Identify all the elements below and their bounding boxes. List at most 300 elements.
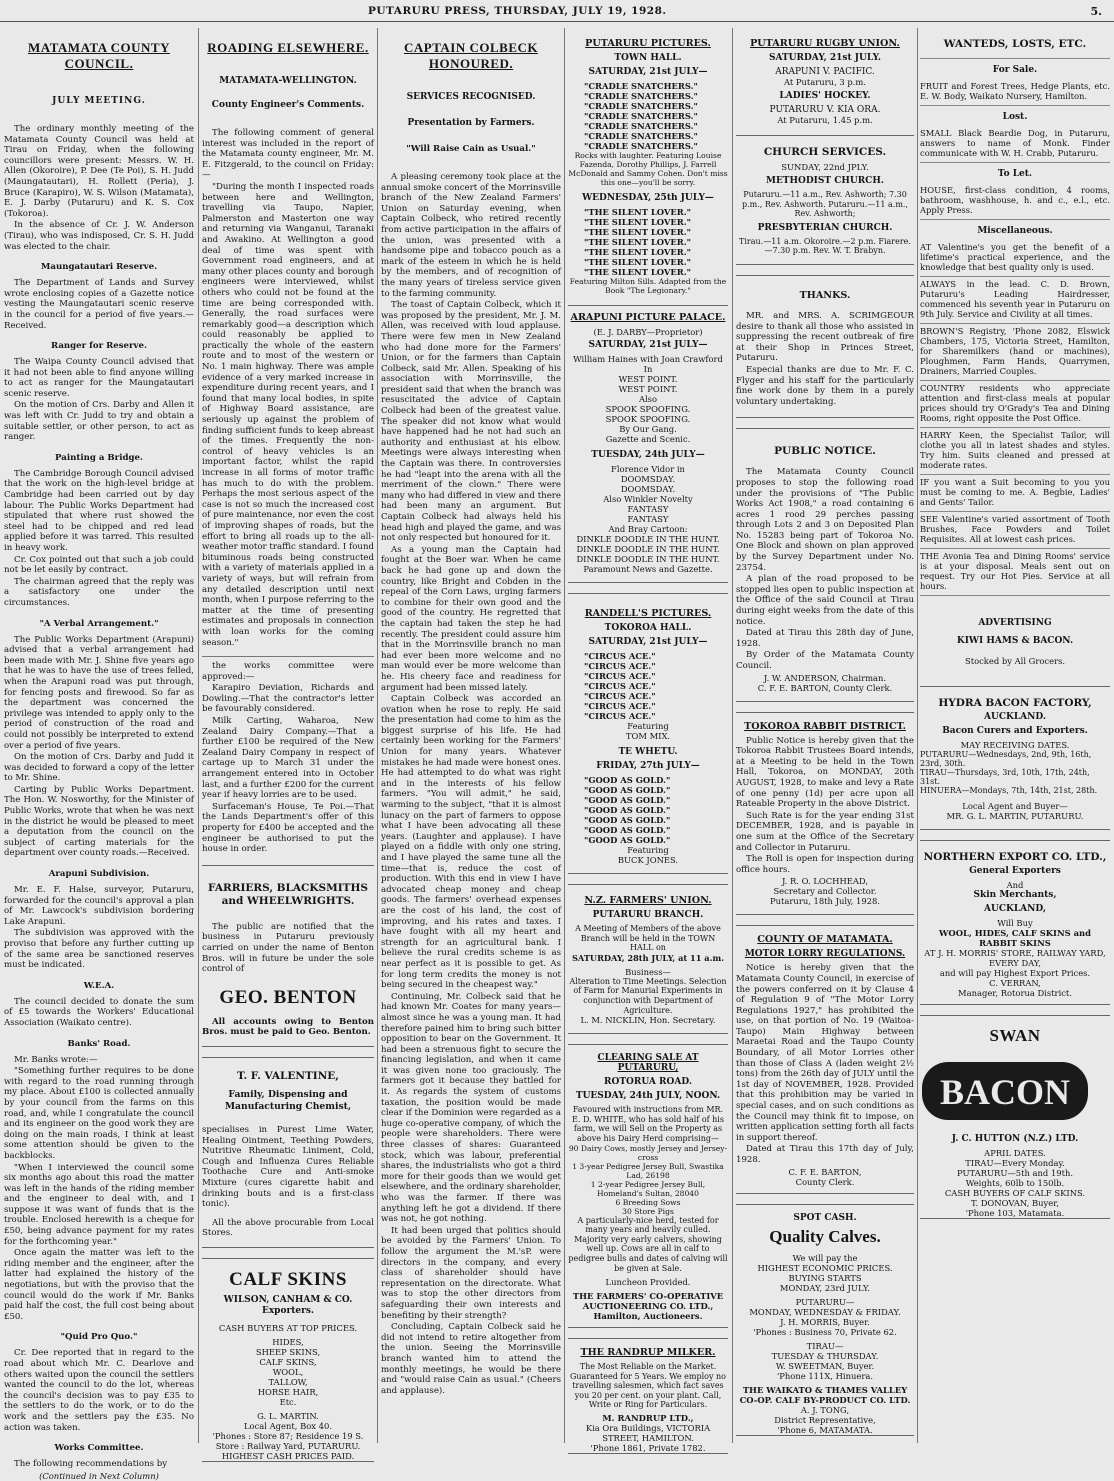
advert-text: Featuring Milton Sills. Adapted from the Book "The Legionary.": [569, 277, 727, 295]
film-title-list: [568, 207, 728, 277]
advert-date: WEDNESDAY, 25th JULY—: [582, 193, 714, 203]
film-title: "CIRCUS ACE.": [584, 691, 656, 701]
classified-item: HARRY Keen, the Specialist Tailor, will clothe you all in latest shades and styles. Try him. Suits cleaned and pressed at moderate rates.: [920, 428, 1110, 475]
classified-item: SMALL Black Beardie Dog, in Putaruru, answers to name of Monk. Finder communicate with W. H. Crabb, Putaruru.: [920, 126, 1110, 163]
advert-line: C. VERRAN,: [989, 978, 1041, 988]
advert-subtitle: Family, Dispensing and Manufacturing Chemist,: [224, 1088, 352, 1112]
advert-line: ARAPUNI V. PACIFIC.: [775, 67, 875, 77]
classified-item: HOUSE, first-class condition, 4 rooms, bathroom, washhouse, h. and c., e.l., etc. Apply Press.: [920, 183, 1110, 220]
advert-line: 'Phone 6, MATAMATA.: [777, 1424, 873, 1435]
advert-subtitle: AUCKLAND,: [984, 904, 1046, 914]
advert-subtitle: METHODIST CHURCH.: [765, 176, 884, 186]
film-title: "THE SILENT LOVER.": [584, 207, 692, 217]
advert-randells-pictures: [568, 593, 728, 874]
divider: [202, 656, 374, 657]
advert-title: THE RANDRUP MILKER.: [580, 1347, 716, 1359]
advert-title: CHURCH SERVICES.: [763, 146, 887, 158]
advert-title: PUTARURU PICTURES.: [585, 38, 711, 49]
column-rule: [198, 28, 199, 1443]
film-title: "GOOD AS GOLD.": [584, 775, 671, 785]
advert-arapuni-palace: [568, 305, 728, 583]
paragraph: The following comment of general interest was included in the report of the Matamata county engineer, Mr. M. E. Fitzgerald, to the council on Friday:—: [202, 128, 374, 181]
advert-line: A. J. TONG,: [800, 1404, 850, 1415]
paragraph: Concluding, Captain Colbeck said he did not intend to retire altogether from the union. Seeing the Morrinsville branch wanted him to attend the monthly meetings, he would be there and "would raise Cain as usual." (Cheers and applause).: [381, 1322, 561, 1396]
advert-putaruru-pictures: [568, 38, 728, 295]
advert-farmers-union: [568, 884, 728, 1034]
advert-motor-lorry: [736, 925, 914, 1193]
article-headline: MATAMATA COUNTY COUNCIL.: [28, 40, 170, 71]
section-heading: "A Verbal Arrangement.": [39, 618, 159, 629]
advert-text: HINUERA—Mondays, 7th, 14th, 21st, 28th.: [920, 786, 1098, 795]
paragraph: Karapiro Deviation, Richards and Dowling.—That the contractor's letter be favourably considered.: [202, 683, 374, 715]
advert-line: APRIL DATES.: [984, 1148, 1046, 1158]
paragraph: The ordinary monthly meeting of the Matamata County Council was held at Tirau on Friday, when the following councillors were present: Messrs. W. H. Allen (Okoroire), P. Dee (Te Poi), S. H. Judd (Maungatautari), H. Rollett (Peria), J. Bruce (Karapiro), W. S. Wilson (Matamata), E. J. Darby (Putaruru) and K. S. Cox (Tokoroa).: [4, 124, 194, 219]
advert-line: Local Agent, Box 40.: [244, 1420, 332, 1431]
paragraph: The Cambridge Borough Council advised that the work on the high-level bridge at Cambridge had been carried out by day labour. The Public Works Department had stipulated that where rust showed the steel had to be chipped and red lead applied before it was tarred. This resulted in heavy work.: [4, 468, 194, 553]
advert-line: William Haines with Joan Crawford In: [573, 354, 723, 374]
paragraph: The council decided to donate the sum of £5 towards the Workers' Educational Association (Waikato centre).: [4, 996, 194, 1028]
advert-title: ARAPUNI PICTURE PALACE.: [570, 312, 726, 323]
paragraph: The Department of Lands and Survey wrote enclosing copies of a Gazette notice vesting the Maungatautari scenic reserve in the council for a period of five years.—Received.: [4, 278, 194, 331]
paragraph: Carting by Public Works Department. The Hon. W. Nosworthy, for the Minister of Public Works, wrote that when he was next in the district he would be pleased to meet a deputation from the council on the subject of carting materials for the department over county roads.—Received.: [4, 784, 194, 859]
advert-line: Manager, Rotorua District.: [958, 988, 1072, 998]
paragraph: As a young man the Captain had fought at the Boer war. When he came back he had gone up and down the country, like Bright and Cobden in the repeal of the Corn Laws, urging farmers to combine for their own good and the good of the country. He regretted that the captain had taken the step he had recently. The president could assure him that in the Morrinsville branch no man had ever been more welcome and no man would ever be more welcome than he. His cheery face and readiness for argument had been missed lately.: [381, 544, 561, 693]
advert-text: TIRAU—Thursdays, 3rd, 10th, 17th, 24th, 31st.: [920, 768, 1090, 786]
film-title: DINKLE DOODLE IN THE HUNT.: [576, 544, 720, 554]
advert-line: MONDAY, 23rd JULY.: [779, 1282, 871, 1293]
advert-subtitle: ROTORUA ROAD.: [604, 1077, 692, 1088]
advert-title: RANDELL'S PICTURES.: [584, 608, 712, 619]
film-title: "CRADLE SNATCHERS.": [584, 91, 698, 101]
film-title: "CIRCUS ACE.": [584, 651, 656, 661]
advert-text: By Order of the Matamata County Council.: [736, 650, 914, 671]
advert-line: J. W. ANDERSON, Chairman.: [763, 672, 887, 683]
advert-line: And Bray Cartoon:: [608, 524, 688, 534]
advert-line: THE FARMERS' CO-OPERATIVE AUCTIONEERING CO. LTD., Hamilton, Auctioneers.: [572, 1291, 724, 1322]
logo-text: BACON: [939, 1072, 1071, 1112]
film-title: "GOOD AS GOLD.": [584, 825, 671, 835]
advert-title: HYDRA BACON FACTORY,: [938, 697, 1092, 709]
advert-line: MR. G. L. MARTIN, PUTARURU.: [946, 811, 1084, 821]
advert-product: KIWI HAMS & BACON.: [956, 636, 1074, 646]
advert-name: GEO. BENTON: [219, 986, 357, 1008]
advert-title: PUBLIC NOTICE.: [774, 445, 876, 458]
section-heading: Maungatautari Reserve.: [40, 262, 158, 273]
masthead-title: PUTARURU PRESS, THURSDAY, JULY 19, 1928.: [368, 5, 667, 17]
advert-rabbit-district: [736, 712, 914, 916]
advert-line: T. DONOVAN, Buyer,: [971, 1198, 1059, 1208]
classified-heading: Miscellaneous.: [977, 226, 1053, 236]
sale-item-list: [568, 1144, 728, 1216]
film-title: "GOOD AS GOLD.": [584, 835, 671, 845]
advert-subtitle: Bacon Curers and Exporters.: [942, 726, 1088, 736]
advert-line: At Putaruru, 1.45 p.m.: [777, 115, 873, 125]
film-title: FANTASY: [627, 504, 669, 514]
advert-item: TALLOW,: [268, 1376, 308, 1387]
advert-valentine: [202, 1057, 374, 1248]
pull-quote: "Will Raise Cain as Usual.": [406, 144, 536, 154]
advert-text: Especial thanks are due to Mr. F. C. Flyger and his staff for the particularly fine work done by them in a purely voluntary undertaking.: [736, 364, 914, 407]
section-heading: Banks' Road.: [67, 1038, 131, 1049]
article-subheading: JULY MEETING.: [52, 96, 146, 106]
advert-line: MONDAY, WEDNESDAY & FRIDAY.: [749, 1306, 901, 1317]
paragraph: It had been urged that politics should be avoided by the Farmers' Union. To follow the argument the M.'sP. were directors in the company, and every class of shareholder should have representation on the directorate. What was to stop the other directors from safeguarding their own interests and benefiting by their strength?: [381, 1225, 561, 1321]
advert-subtitle: PRESBYTERIAN CHURCH.: [757, 222, 893, 233]
column-colbeck: [381, 28, 561, 1443]
film-title: "THE SILENT LOVER.": [584, 237, 692, 247]
paragraph: The toast of Captain Colbeck, which it was proposed by the president, Mr. J. M. Allen, was received with loud applause. There were few men in New Zealand who had done more for the Farmers' Union, or for the farmers than Captain Colbeck, said Mr. Allen. Speaking of his association with Morrinsville, the president said that when the branch was resuscitated the advice of Captain Colbeck had been of the greatest value. The speaker did not know what would have happened had he not had such an authority and enthusiast at his elbow. Meetings were always interesting when the Captain was there. In controversies he had "leapt into the arena with all the merriment of the clown." There were many who had differed in view and there had been many an argument. But Captain Colbeck had always held his head high and played the game, and was not only respected but honoured for it.: [381, 300, 561, 544]
column-rule: [732, 28, 733, 1443]
paragraph: The following recommendations by: [14, 1459, 168, 1470]
film-title: "CRADLE SNATCHERS.": [584, 131, 698, 141]
advert-line: Also Winkler Novelty: [603, 494, 693, 504]
paragraph: The chairman agreed that the reply was a satisfactory one under the circumstances.: [4, 576, 194, 608]
advert-line: Featuring: [627, 845, 669, 855]
film-title: SPOOK SPOOFING.: [605, 414, 691, 424]
paragraph: Surfaceman's House, Te Poi.—That the Lands Department's offer of this property for £400 be accepted and the engineer be authorised to put the house in order.: [202, 801, 374, 855]
advert-line: C. F. E. BARTON, County Clerk.: [757, 682, 893, 693]
film-title-list: [568, 81, 728, 151]
advert-line: Kia Ora Buildings, VICTORIA STREET, HAMILTON.: [585, 1423, 711, 1444]
advert-item: HIDES,: [272, 1336, 304, 1347]
advert-line: Gazette and Scenic.: [605, 434, 691, 444]
advert-northern-export: [920, 840, 1110, 1005]
film-title: DINKLE DOODLE IN THE HUNT.: [576, 554, 720, 564]
advert-hydra-bacon: [920, 686, 1110, 830]
advert-subtitle: Skin Merchants,: [973, 890, 1057, 900]
column-rule: [917, 28, 918, 1443]
sale-item: 6 Breeding Sows: [615, 1197, 681, 1207]
film-title: "GOOD AS GOLD.": [584, 815, 671, 825]
advert-subtitle: TE WHETU.: [618, 747, 678, 757]
paragraph: Cr. Cox pointed out that such a job could not be let easily by contract.: [4, 554, 194, 576]
advert-text: Tirau.—11 a.m. Okoroire.—2 p.m. Fiarere.—7.30 p.m. Rev. W. T. Brabyn.: [739, 236, 911, 256]
advert-subtitle: TOWN HALL.: [614, 53, 682, 63]
paragraph: Milk Carting, Waharoa, New Zealand Dairy Company.—That a further £100 be required of the New Zealand Dairy Company in respect of cartage up to March 31 under the arrangement entered into in October last, and a further £200 for the current year if heavy lorries are to be used.: [202, 716, 374, 801]
advert-kiwi-hams: [920, 618, 1110, 666]
column-entertainment: [568, 28, 728, 1454]
advert-line: CASH BUYERS AT TOP PRICES.: [218, 1322, 358, 1333]
sale-item: 30 Store Pigs: [622, 1206, 674, 1216]
advert-date: FRIDAY, 27th JULY—: [596, 761, 700, 771]
advert-line: L. M. NICKLIN, Hon. Secretary.: [580, 1015, 716, 1026]
section-heading: W.E.A.: [83, 980, 115, 991]
advert-quality-calves: [736, 1204, 914, 1436]
advert-item: Etc.: [279, 1396, 297, 1407]
article-headline: CAPTAIN COLBECK HONOURED.: [403, 40, 539, 71]
masthead: [0, 0, 1114, 22]
advert-subtitle: WILSON, CANHAM & CO. Exporters.: [223, 1294, 353, 1316]
advert-title: CLEARING SALE AT PUTARURU,: [597, 1053, 699, 1074]
advert-text: Dated at Tirau this 28th day of June, 1928.: [736, 628, 914, 649]
advert-line: CASH BUYERS OF CALF SKINS.: [944, 1188, 1086, 1198]
advert-line: By Our Gang.: [619, 424, 677, 434]
advert-item: CALF SKINS,: [259, 1356, 317, 1367]
film-title: "CRADLE SNATCHERS.": [584, 141, 698, 151]
column-roading: [202, 28, 374, 1461]
advert-title: FARRIERS, BLACKSMITHS and WHEELWRIGHTS.: [208, 881, 368, 907]
film-title-list: [568, 775, 728, 845]
advert-text: Putaruru.—11 a.m., Rev. Ashworth; 7.30 p.m., Rev. Ashworth. Putaruru.—11 a.m., Rev. Ashworth;: [742, 190, 908, 219]
film-title: "THE SILENT LOVER.": [584, 217, 692, 227]
advert-line: Also: [638, 394, 658, 404]
advert-subtitle: PUTARURU BRANCH.: [592, 910, 704, 920]
paragraph: In the absence of Cr. J. W. Anderson (Tirau), who was indisposed, Cr. S. H. Judd was elected to the chair.: [4, 220, 194, 252]
advert-line: Paramount News and Gazette.: [583, 564, 713, 574]
advert-line: THE WAIKATO & THAMES VALLEY CO-OP. CALF BY-PRODUCT CO. LTD.: [739, 1384, 911, 1405]
advert-line: Putaruru, 18th July, 1928.: [770, 896, 880, 907]
advert-subtitle: TOKOROA HALL.: [604, 623, 692, 633]
advert-line: TOM MIX.: [625, 731, 671, 741]
film-title: "CRADLE SNATCHERS.": [584, 121, 698, 131]
film-title: "CRADLE SNATCHERS.": [584, 111, 698, 121]
advert-date: TUESDAY, 24th JULY, NOON.: [575, 1091, 721, 1102]
advert-title: COUNTY OF MATAMATA.: [757, 934, 893, 946]
advert-line: Weights, 60lb to 150lb.: [965, 1178, 1065, 1188]
paragraph: the works committee were approved:—: [202, 661, 374, 682]
advert-line: At Putaruru, 3 p.m.: [783, 77, 867, 87]
classified-item: COUNTRY residents who appreciate attention and first-class meals at popular prices should try O'Grady's Tea and Dining Rooms, right opposite the Post Office.: [920, 381, 1110, 428]
paragraph: "When I interviewed the council some six months ago about this road the matter was left in the hands of the riding member and the engineer to deal with, and I suppose it was want of funds that is the trouble. Enclosed herewith is a cheque for £50, being advance payment for my rates for the forthcoming year.": [4, 1162, 194, 1247]
advert-line: And: [1006, 880, 1024, 890]
advert-text: All the above procurable from Local Stores.: [202, 1217, 374, 1239]
advert-text: The Most Reliable on the Market. Guaranteed for 5 Years. We employ no travelling salesmen, which fact saves you 20 per cent. on your plant. Call, Write or Ring for Particulars.: [570, 1362, 726, 1410]
article-headline: ROADING ELSEWHERE.: [207, 40, 369, 55]
advert-text: All accounts owing to Benton Bros. must be paid to Geo. Benton.: [202, 1016, 374, 1038]
paragraph: On the motion of Crs. Darby and Judd it was decided to forward a copy of the letter to Mr. Shine.: [4, 752, 194, 784]
film-title: "CRADLE SNATCHERS.": [584, 101, 698, 111]
advert-date: SATURDAY, 21st JULY—: [588, 340, 708, 350]
film-title: "THE SILENT LOVER.": [584, 227, 692, 237]
section-heading: Arapuni Subdivision.: [48, 869, 150, 880]
page-number: 5.: [1090, 5, 1102, 18]
advert-line: TIRAU—Every Monday.: [965, 1158, 1065, 1168]
paragraph: On the motion of Crs. Darby and Allen it was left with Cr. Judd to try and obtain a suitable settler, or other person, to act as ranger.: [4, 400, 194, 443]
column-notices: [736, 28, 914, 1443]
classified-heading: Lost.: [1002, 112, 1028, 122]
classified-item: THE Avonia Tea and Dining Rooms' service is at your disposal. Meals sent out on request. Try our Hot Pies. Service at all hours.: [920, 549, 1110, 596]
advert-line: PUTARURU—5th and 19th.: [956, 1168, 1074, 1178]
section-heading: Works Committee.: [54, 1443, 144, 1454]
advert-item: WOOL,: [272, 1366, 304, 1377]
section-heading: Painting a Bridge.: [55, 452, 143, 463]
advert-line: Secretary and Collector.: [773, 886, 877, 897]
advert-swan-bacon: [920, 1015, 1110, 1219]
classified-item: BROWN'S Registry, 'Phone 2082, Elswick Chambers, 175, Victoria Street, Hamilton, for Sharemilkers (hand or machines), Ploughmen, Farm Hands, Quarrymen, Drainers, Married Couples.: [920, 324, 1110, 381]
column-rule: [564, 28, 565, 1443]
advert-calf-skins: [202, 1258, 374, 1462]
continued-note: (Continued in Next Column): [39, 1470, 159, 1481]
advert-subtitle: General Exporters: [969, 866, 1061, 876]
film-title: "THE SILENT LOVER.": [584, 267, 692, 277]
advert-line: Featuring: [627, 721, 669, 731]
paragraph: Cr. Dee reported that in regard to the road about which Mr. C. Dearlove and others waited upon the council the settlers wanted the council to do the lot, whereas the council's decision was to pay £35 to the settlers to do the work, or to do the work and the settlers pay the £35. No action was taken.: [4, 1348, 194, 1433]
film-title: "GOOD AS GOLD.": [584, 805, 671, 815]
paragraph: A pleasing ceremony took place at the annual smoke concert of the Morrinsville branch of the New Zealand Farmers' Union on Saturday evening, when Captain Colbeck, who retired recently from active participation in the affairs of the union, was presented with a handsome pipe and tobacco pouch as a mark of the esteem in which he is held by the members, and of recognition of the many years of tireless service given to the farming community.: [381, 172, 561, 299]
classified-heading: To Let.: [997, 169, 1033, 179]
advert-text: The public are notified that the business in Putaruru previously carried on under the name of Benton Bros. will in future be under the sole control of: [202, 921, 374, 975]
advert-line: County Clerk.: [795, 1176, 855, 1187]
film-title: FANTASY: [627, 514, 669, 524]
paragraph: Captain Colbeck was accorded an ovation when he rose to reply. He said the presentation had come to him as the biggest surprise of his life. He had certainly been working for the Farmers' Union for many years. Whatever mistakes he had made were honest ones. He had attempted to do what was right and in the interests of his fellow farmers. "You will admit," he said, warming to the subject, "that it is almost lunacy on the part of farmers to oppose what I have been advocating all these years. (Laughter and applause). I have played on a fiddle with only one string, and I have played the same tune all the time—that is, reduce the cost of production. With this end in view I have advocated cheap money and cheap goods. The farmers' overhead expenses are the cost of his land, the cost of improving, and his rates and taxes. I have fought with all my heart and strength for an agricultural bank. I believe the rural credits scheme is as near perfect as it is possible to get. As for long term credits the money is not being secured in the cheapest way.": [381, 694, 561, 991]
advert-clearing-sale: [568, 1044, 728, 1328]
advert-subtitle: MOTOR LORRY REGULATIONS.: [744, 949, 906, 960]
film-title: "CIRCUS ACE.": [584, 711, 656, 721]
advert-line: W. SWEETMAN, Buyer.: [775, 1360, 875, 1371]
advert-title: ADVERTISING: [978, 618, 1052, 628]
classified-item: ALWAYS in the lead. C. D. Brown, Putaruru's Leading Hairdresser, commenced his seventh year in Putaruru on 9th July. Service and Civility at all times.: [920, 277, 1110, 324]
advert-subtitle: J. C. HUTTON (N.Z.) LTD.: [951, 1134, 1079, 1144]
advert-date: SATURDAY, 21st JULY—: [588, 637, 708, 647]
film-title: DOOMSDAY.: [620, 484, 676, 494]
advert-line: Florence Vidor in: [611, 464, 685, 474]
advert-line: TUESDAY & THURSDAY.: [771, 1350, 879, 1361]
advert-line: 'Phones : Business 70, Private 62.: [753, 1326, 897, 1337]
film-title: "THE SILENT LOVER.": [584, 257, 692, 267]
advert-line: Local Agent and Buyer—: [962, 801, 1068, 811]
film-title: SPOOK SPOOFING.: [605, 404, 691, 414]
advert-text: A particularly-nice herd, tested for many years and heavily culled. Majority very early calvers, showing well up. Cows are all in calf to pedigree bulls and dates of calving will be given at Sale.: [568, 1215, 728, 1273]
section-heading: Ranger for Reserve.: [51, 341, 147, 352]
advert-wanteds: [920, 38, 1110, 596]
advert-subtitle: AUCKLAND.: [984, 712, 1046, 722]
advert-title: SWAN: [989, 1026, 1041, 1045]
advert-line: BUYING STARTS: [788, 1272, 862, 1283]
advert-line: 'Phone 1861, Private 1782.: [590, 1443, 706, 1454]
advert-line: C. F. E. BARTON,: [788, 1166, 862, 1177]
advert-item-list: [202, 1337, 374, 1407]
advert-text: The Roll is open for inspection during office hours.: [736, 854, 914, 875]
advert-line: We will pay the: [792, 1252, 858, 1263]
advert-title: N.Z. FARMERS' UNION.: [584, 895, 712, 906]
classified-item: SEE Valentine's varied assortment of Tooth Brushes, Face Powders and Toilet Requisites. All at lowest cash prices.: [920, 512, 1110, 549]
advert-line: MAY RECEIVING DATES.: [960, 740, 1070, 750]
film-title: "CIRCUS ACE.": [584, 661, 656, 671]
paragraph: The Public Works Department (Arapuni) advised that a verbal arrangement had been made with Mr. J. Shine five years ago that he was to have the use of trees felled, when the Arapuni road was put through, for fencing posts and firewood. So far as the department was concerned the privilege was intended to apply only to the period of construction of the road and could not possibly be interpreted to extend over a period of five years.: [4, 634, 194, 751]
advert-line: SUNDAY, 22nd JPLY.: [781, 162, 869, 172]
film-title: "CRADLE SNATCHERS.": [584, 81, 698, 91]
advert-line: G. L. MARTIN.: [257, 1410, 319, 1421]
advert-thanks: [736, 275, 914, 418]
advert-line: 'Phone 103, Matamata.: [965, 1208, 1065, 1218]
paragraph: The subdivision was approved with the proviso that before any further cutting up of the same area be sanctioned reserves must be indicated.: [4, 928, 194, 971]
column-county-council: [4, 28, 194, 1481]
film-title: "CIRCUS ACE.": [584, 681, 656, 691]
sale-item: 90 Dairy Cows, mostly Jersey and Jersey-cross: [568, 1143, 728, 1162]
paragraph: Continuing, Mr. Colbeck said that he had known Mr. Coates for many years—almost since he was a young man. It had therefore pained him to bring such bitter opposition to bear on the Government. It had been a strenuous fight to secure the financing legislation, and when it came it was given none too graciously. The farmers got it because they battled for it. As regards the system of customs taxation, the position would be made clear if the Dominion were regarded as a huge co-operative company, of which the people were shareholders. There were three classes of shares: Guaranteed stock, which was labour, preferential shares, the industrialists who got a third more for their goods than we would get elsewhere, and the ordinary shareholder, who was the farmer. If there was anything left he got a dividend. If there was not, he got nothing.: [381, 991, 561, 1225]
advert-text: PUTARURU—Wednesdays, 2nd, 9th, 16th, 23rd, 30th.: [920, 750, 1092, 768]
bacon-logo: [920, 1056, 1090, 1126]
paragraph: Mr. E. F. Halse, surveyor, Putaruru, forwarded for the council's approval a plan of Mr. Lawcock's subdivision bordering Lake Arapuni.: [4, 885, 194, 927]
advert-line: and will pay Highest Export Prices.: [939, 968, 1091, 978]
advert-date: SATURDAY, 21st JULY—: [588, 67, 708, 77]
advert-randrup-milker: [568, 1338, 728, 1454]
film-title: "CIRCUS ACE.": [584, 701, 656, 711]
advert-line: TIRAU—: [806, 1340, 844, 1351]
advert-line: PUTARURU—: [795, 1296, 855, 1307]
advert-line: 'Phones : Store 87; Residence 19 S.: [212, 1430, 364, 1441]
advert-line: Luncheon Provided.: [605, 1277, 691, 1288]
advert-line: (E. J. DARBY—Proprietor): [593, 327, 703, 337]
column-rule: [377, 28, 378, 1443]
advert-line: AT J. H. MORRIS' STORE, RAILWAY YARD, EVERY DAY,: [924, 948, 1106, 968]
advert-line: Stocked by All Grocers.: [964, 656, 1066, 666]
advert-line: PUTARURU V. KIA ORA.: [769, 105, 881, 115]
section-heading: "Quid Pro Quo.": [60, 1332, 138, 1343]
film-title: "GOOD AS GOLD.": [584, 795, 671, 805]
advert-line: Will Buy: [997, 918, 1033, 928]
advert-benton: [202, 865, 374, 1047]
advert-title: TOKOROA RABBIT DISTRICT.: [744, 720, 906, 732]
advert-name: T. F. VALENTINE,: [237, 1069, 339, 1082]
film-title: "CIRCUS ACE.": [584, 671, 656, 681]
advert-headline: Quality Calves.: [769, 1226, 881, 1246]
advert-line: J. R. O. LOCHHEAD,: [781, 876, 869, 887]
advert-line: M. RANDRUP LTD.,: [602, 1413, 694, 1424]
article-subheading: MATAMATA-WELLINGTON.: [219, 76, 357, 86]
paragraph: "During the month I inspected roads between here and Wellington, travelling via Taupo, Napier, Palmerston and Masterton one way and returning via Wanganui, Taranaki and Awakino. At Wellington a good deal of time was spent with Government road engineers, and at many other places county and borough engineers were interviewed, whilst others who could not be found at the time are being corresponded with. Generally, the road surfaces were remarkably good—a description which could reasonably be applied to practically the whole of the eastern route and to most of the western or No. 1 main highway. There was ample evidence of a very marked increase in expenditure during recent years, and I found that many local bodies, in spite of Highway Board assistance, are seriously up against the problem of finding sufficient funds to keep abreast of the times. Frequently the non-control of heavy vehicles is an important factor, whilst the rapid increase in all forms of motor traffic has much to do with the problem. Perhaps the most serious aspect of the case is not so much the increased cost of pure maintenance, nor even the cost of improving shapes of roads, but the effort to bring all roads up to the all-weather motor traffic standard. I found bituminous roads being constructed with a variety of materials applied in a variety of ways, but will refrain from any detailed description until next month, when I purpose referring to the matter at the time of presenting estimates and proposals in connection with loan works for the coming season.": [202, 181, 374, 648]
advert-rugby-union: [736, 38, 914, 125]
advert-text: Favoured with instructions from MR. E. D. WHITE, who has sold half of his farm, we will Sell on the Property as above his Dairy Herd comprising—: [572, 1105, 724, 1143]
advert-text: Public Notice is hereby given that the Tokoroa Rabbit Trustees Board intends, at a Meeting to be held in the Town Hall, Tokoroa, on MONDAY, 20th AUGUST, 1928, to make and levy a Rate of one penny (1d) per acre upon all Rateable Property in the above District.: [736, 735, 914, 810]
advert-title: NORTHERN EXPORT CO. LTD.,: [923, 851, 1107, 863]
paragraph: "Something further requires to be done with regard to the road running through my place. About £100 is collected annually by your council from the farms on this road, and, while I congratulate the council and its engineer on the good work they are doing on the main roads, I think at least some attention should be given to the backblocks.: [4, 1066, 194, 1161]
sale-item: 1 2-year Pedigree Jersey Bull, Homeland's Sultan, 28040: [590, 1179, 706, 1198]
advert-line: Business—: [625, 966, 671, 977]
advert-line: WOOL, HIDES, CALF SKINS and RABBIT SKINS: [939, 928, 1091, 948]
advert-title: WANTEDS, LOSTS, ETC.: [943, 38, 1087, 50]
advert-text: A plan of the road proposed to be stopped lies open to public inspection at the Office of the said Council at Tirau during eight weeks from the date of this notice.: [736, 574, 914, 627]
advert-line: HIGHEST ECONOMIC PRICES.: [757, 1262, 893, 1273]
film-title: DOOMSDAY.: [620, 474, 676, 484]
article-subheading: Presentation by Farmers.: [407, 118, 535, 128]
column-classifieds: [920, 28, 1110, 1443]
advert-text: The Matamata County Council proposes to stop the following road under the provisions of "The Public Works Act 1908," a road containing 6 acres 1 rood 29 perches passing through Lots 2 and 3 on Deposited Plan No. 15283 being part of Tokoroa No. One Block and shown on plan approved by the Survey Department under No. 23754.: [736, 467, 914, 573]
classified-item: FRUIT and Forest Trees, Hedge Plants, etc. E. W. Body, Waikato Nursery, Hamilton.: [920, 79, 1110, 106]
advert-item: SHEEP SKINS,: [255, 1346, 321, 1357]
advert-title: SPOT CASH.: [793, 1212, 857, 1223]
paragraph: The Waipa County Council advised that it had not been able to find anyone willing to act as ranger for the Maungatautari scenic reserve.: [4, 357, 194, 399]
advert-date: TUESDAY, 24th JULY—: [591, 450, 705, 460]
advert-line: HIGHEST CASH PRICES PAID.: [221, 1450, 355, 1461]
advert-church-services: [736, 135, 914, 265]
advert-text: A Meeting of Members of the above Branch will be held in the TOWN HALL on: [575, 924, 721, 953]
advert-line: 'Phone 111X, Hinuera.: [776, 1370, 874, 1381]
advert-date: SATURDAY, 28th JULY, at 11 a.m.: [572, 952, 724, 963]
advert-text: specialises in Purest Lime Water, Healing Ointment, Teething Powders, Nutritive Rheumatic Liniment, Cold, Cough and Influenza Cures Reliable Toothache Cure and Anti-smoke Mixture (cures cigarette habit and drinking bouts and is a first-class tonic).: [202, 1124, 374, 1210]
advert-public-notice: [736, 428, 914, 701]
article-subheading: County Engineer's Comments.: [211, 100, 365, 110]
classified-item: AT Valentine's you get the benefit of a lifetime's practical experience, and the knowledge that best quality only is used.: [920, 240, 1110, 277]
advert-text: Rocks with laughter. Featuring Louise Fazenda, Dorothy Phillips, J. Farrell McDonald and Sammy Cohen. Don't miss this one—you'll be sorry.: [568, 151, 728, 187]
film-title: "THE SILENT LOVER.": [584, 247, 692, 257]
advert-text: Dated at Tirau this 17th day of July, 1928.: [736, 1144, 914, 1165]
advert-item: HORSE HAIR,: [257, 1386, 319, 1397]
paragraph: Mr. Banks wrote:—: [14, 1054, 98, 1065]
advert-text: Such Rate is for the year ending 31st DECEMBER, 1928, and is payable in one sum at the Office of the Secretary and Collector in Putaruru.: [736, 810, 914, 853]
advert-text: Alteration to Time Meetings. Selection of Farm for Manurial Experiments in conjunction with Department of Agriculture.: [569, 976, 727, 1015]
advert-line: District Representative,: [774, 1414, 876, 1425]
classified-heading: For Sale.: [920, 58, 1110, 75]
advert-text: Notice is hereby given that the Matamata County Council, in exercise of the powers conferred on it by Clause 4 of Regulation 9 of "The Motor Lorry Regulations 1927," has prohibited the use, on that portion of No. 19 (Waitoa-Taupo) Main Highway between Maraetai Road and the Taupo County Boundary, of all Motor Lorries other than those of Class A (laden weight 2½ tons) from the 26th day of JULY until the 1st day of NOVEMBER, 1928. Provided that this prohibition may be varied in special cases, and on such conditions as the Council may think fit to impose, on written application setting forth all facts in support thereof.: [736, 963, 914, 1143]
film-title: WEST POINT.: [618, 384, 678, 394]
advert-line: Store : Railway Yard, PUTARURU.: [215, 1440, 361, 1451]
advert-line: J. H. MORRIS, Buyer.: [780, 1316, 870, 1327]
article-subheading: SERVICES RECOGNISED.: [406, 92, 536, 102]
advert-text: MR. and MRS. A. SCRIMGEOUR desire to thank all those who assisted in suppressing the recent outbreak of fire at their Shop in Princes Street, Putaruru.: [736, 310, 914, 364]
advert-title: THANKS.: [799, 289, 851, 301]
film-title: "GOOD AS GOLD.": [584, 785, 671, 795]
